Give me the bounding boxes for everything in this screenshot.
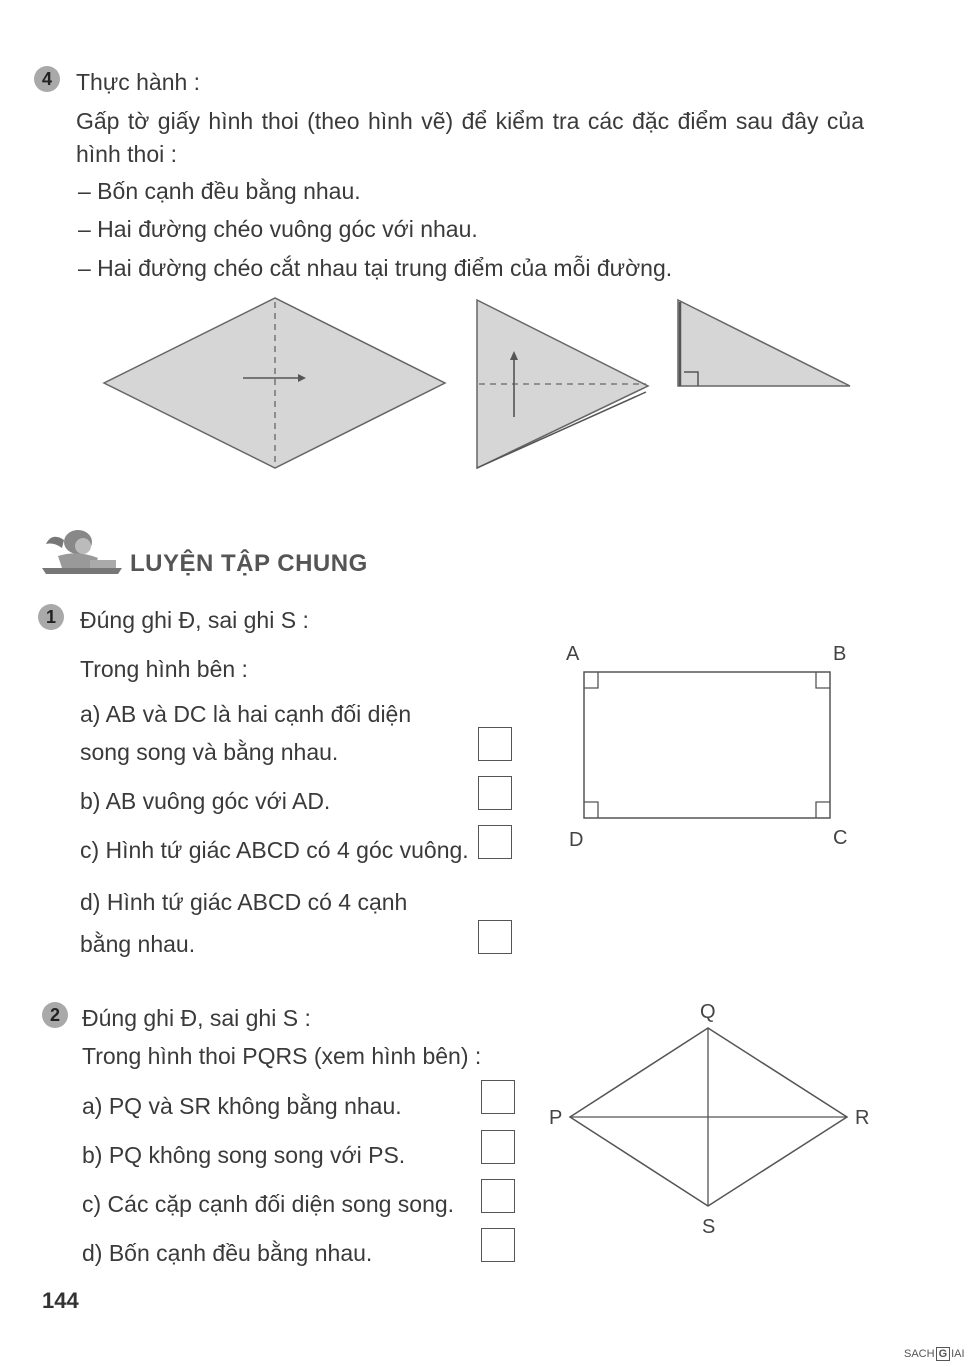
rhombus-pqrs-figure <box>560 1024 860 1214</box>
exercise-4-title: Thực hành : <box>76 69 201 95</box>
right-angle-a <box>584 672 598 688</box>
exercise-2-title: Đúng ghi Đ, sai ghi S : <box>82 1005 311 1031</box>
right-angle-c <box>816 802 830 818</box>
exercise-4-point-2: – Hai đường chéo vuông góc với nhau. <box>78 216 478 242</box>
watermark-logo-icon: G <box>936 1347 951 1361</box>
section-title: LUYỆN TẬP CHUNG <box>130 550 368 577</box>
vertex-label-b: B <box>833 643 847 665</box>
reading-girl-icon <box>38 522 124 578</box>
exercise-4-point-1: – Bốn cạnh đều bằng nhau. <box>78 178 361 204</box>
vertex-label-p: P <box>549 1107 563 1129</box>
exercise-1-title: Đúng ghi Đ, sai ghi S : <box>80 607 309 633</box>
exercise-1-item-b: b) AB vuông góc với AD. <box>80 788 331 814</box>
exercise-4-intro-line1: Gấp tờ giấy hình thoi (theo hình vẽ) để kiểm tra các đặc điểm sau đây của <box>76 108 864 134</box>
vertex-label-c: C <box>833 827 848 849</box>
exercise-1-item-d-line2: bằng nhau. <box>80 931 196 957</box>
answer-box-2a[interactable] <box>481 1080 515 1114</box>
exercise-1-intro: Trong hình bên : <box>80 656 248 682</box>
exercise-1-item-a-line2: song song và bằng nhau. <box>80 739 339 765</box>
rectangle-abcd <box>584 672 830 818</box>
answer-box-1b[interactable] <box>478 776 512 810</box>
exercise-1-item-d-line1: d) Hình tứ giác ABCD có 4 cạnh <box>80 889 408 915</box>
paper-quarter-fold <box>678 300 850 386</box>
exercise-2-number-badge: 2 <box>42 1002 68 1028</box>
vertex-label-q: Q <box>700 1001 716 1023</box>
rhombus-folding-illustration <box>0 290 973 480</box>
exercise-2-item-c: c) Các cặp cạnh đối diện song song. <box>82 1191 455 1217</box>
exercise-2-intro: Trong hình thoi PQRS (xem hình bên) : <box>82 1043 482 1069</box>
exercise-2-item-b: b) PQ không song song với PS. <box>82 1142 406 1168</box>
right-angle-b <box>816 672 830 688</box>
vertex-label-a: A <box>566 643 580 665</box>
exercise-1-item-a-line1: a) AB và DC là hai cạnh đối diện <box>80 701 412 727</box>
answer-box-1c[interactable] <box>478 825 512 859</box>
exercise-1-number-badge: 1 <box>38 604 64 630</box>
rectangle-abcd-figure <box>580 668 836 824</box>
vertex-label-r: R <box>855 1107 870 1129</box>
exercise-1-item-c: c) Hình tứ giác ABCD có 4 góc vuông. <box>80 837 469 863</box>
answer-box-2d[interactable] <box>481 1228 515 1262</box>
answer-box-1a[interactable] <box>478 727 512 761</box>
watermark-text-left: SACH <box>904 1348 935 1360</box>
right-angle-d <box>584 802 598 818</box>
page-number: 144 <box>42 1288 79 1313</box>
watermark-text-right: IAI <box>951 1348 965 1360</box>
exercise-2-item-a: a) PQ và SR không bằng nhau. <box>82 1093 402 1119</box>
watermark <box>904 1347 965 1361</box>
answer-box-2c[interactable] <box>481 1179 515 1213</box>
exercise-4-intro-line2: hình thoi : <box>76 141 178 167</box>
answer-box-1d[interactable] <box>478 920 512 954</box>
exercise-4-point-3: – Hai đường chéo cắt nhau tại trung điểm của mỗi đường. <box>78 255 673 281</box>
exercise-2-item-d: d) Bốn cạnh đều bằng nhau. <box>82 1240 373 1266</box>
exercise-4-number-badge: 4 <box>34 66 60 92</box>
vertex-label-s: S <box>702 1216 716 1238</box>
answer-box-2b[interactable] <box>481 1130 515 1164</box>
vertex-label-d: D <box>569 829 584 851</box>
